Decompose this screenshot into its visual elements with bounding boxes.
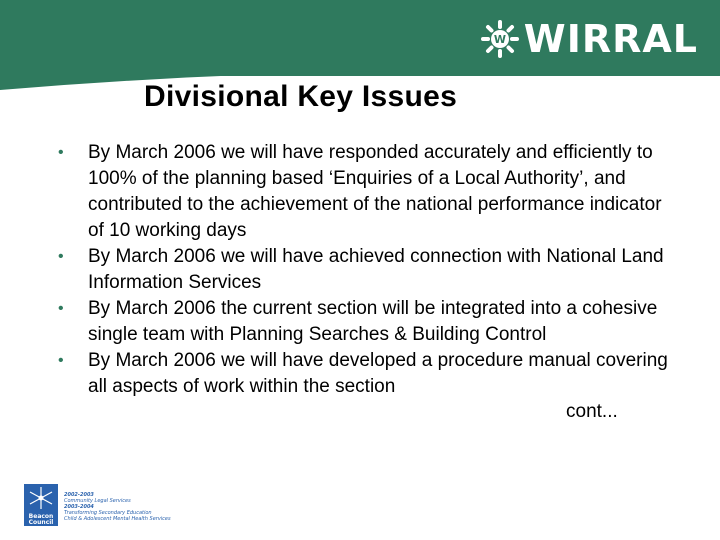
bullet-marker: •	[58, 352, 64, 369]
beacon-award-line: Child & Adolescent Mental Health Services	[64, 516, 171, 522]
bullet-marker: •	[58, 248, 64, 265]
bullet-item	[54, 140, 674, 244]
beacon-logo	[24, 484, 58, 526]
bullet-list	[54, 140, 674, 400]
emblem-letter: W	[493, 33, 506, 46]
bullet-item	[54, 296, 674, 348]
beacon-award-line: Community Legal Services	[64, 498, 131, 504]
bullet-item	[54, 244, 674, 296]
bullet-marker: •	[58, 144, 64, 161]
bullet-item	[54, 348, 674, 400]
beacon-award-line: Transforming Secondary Education	[64, 510, 152, 516]
wirral-emblem-icon	[480, 19, 520, 59]
beacon-award-line: 2003-2004	[64, 504, 94, 510]
bullet-text: By March 2006 we will have achieved connection with National Land Information Services	[88, 246, 664, 293]
continuation-text: cont...	[566, 401, 618, 422]
beacon-award-line: 2002-2003	[64, 492, 94, 498]
beacon-word-1: Beacon	[28, 513, 54, 520]
bullet-marker: •	[58, 300, 64, 317]
bullet-text: By March 2006 the current section will be integrated into a cohesive single team with Planning Searches & Building Control	[88, 298, 658, 345]
beacon-word-2: Council	[28, 519, 54, 526]
slide-title: Divisional Key Issues	[144, 80, 458, 113]
beacon-star-icon	[28, 486, 54, 510]
beacon-council-badge	[24, 484, 171, 526]
wirral-logo	[480, 16, 698, 62]
bullet-text: By March 2006 we will have developed a procedure manual covering all aspects of work within the section	[88, 350, 668, 397]
beacon-award-list	[64, 484, 171, 522]
bullet-text: By March 2006 we will have responded accurately and efficiently to 100% of the planning based ‘Enquiries of a Local Authority’, and contributed to the achievement of the national performance indicator of 10 working days	[88, 142, 662, 241]
logo-text: WIRRAL	[523, 17, 698, 61]
